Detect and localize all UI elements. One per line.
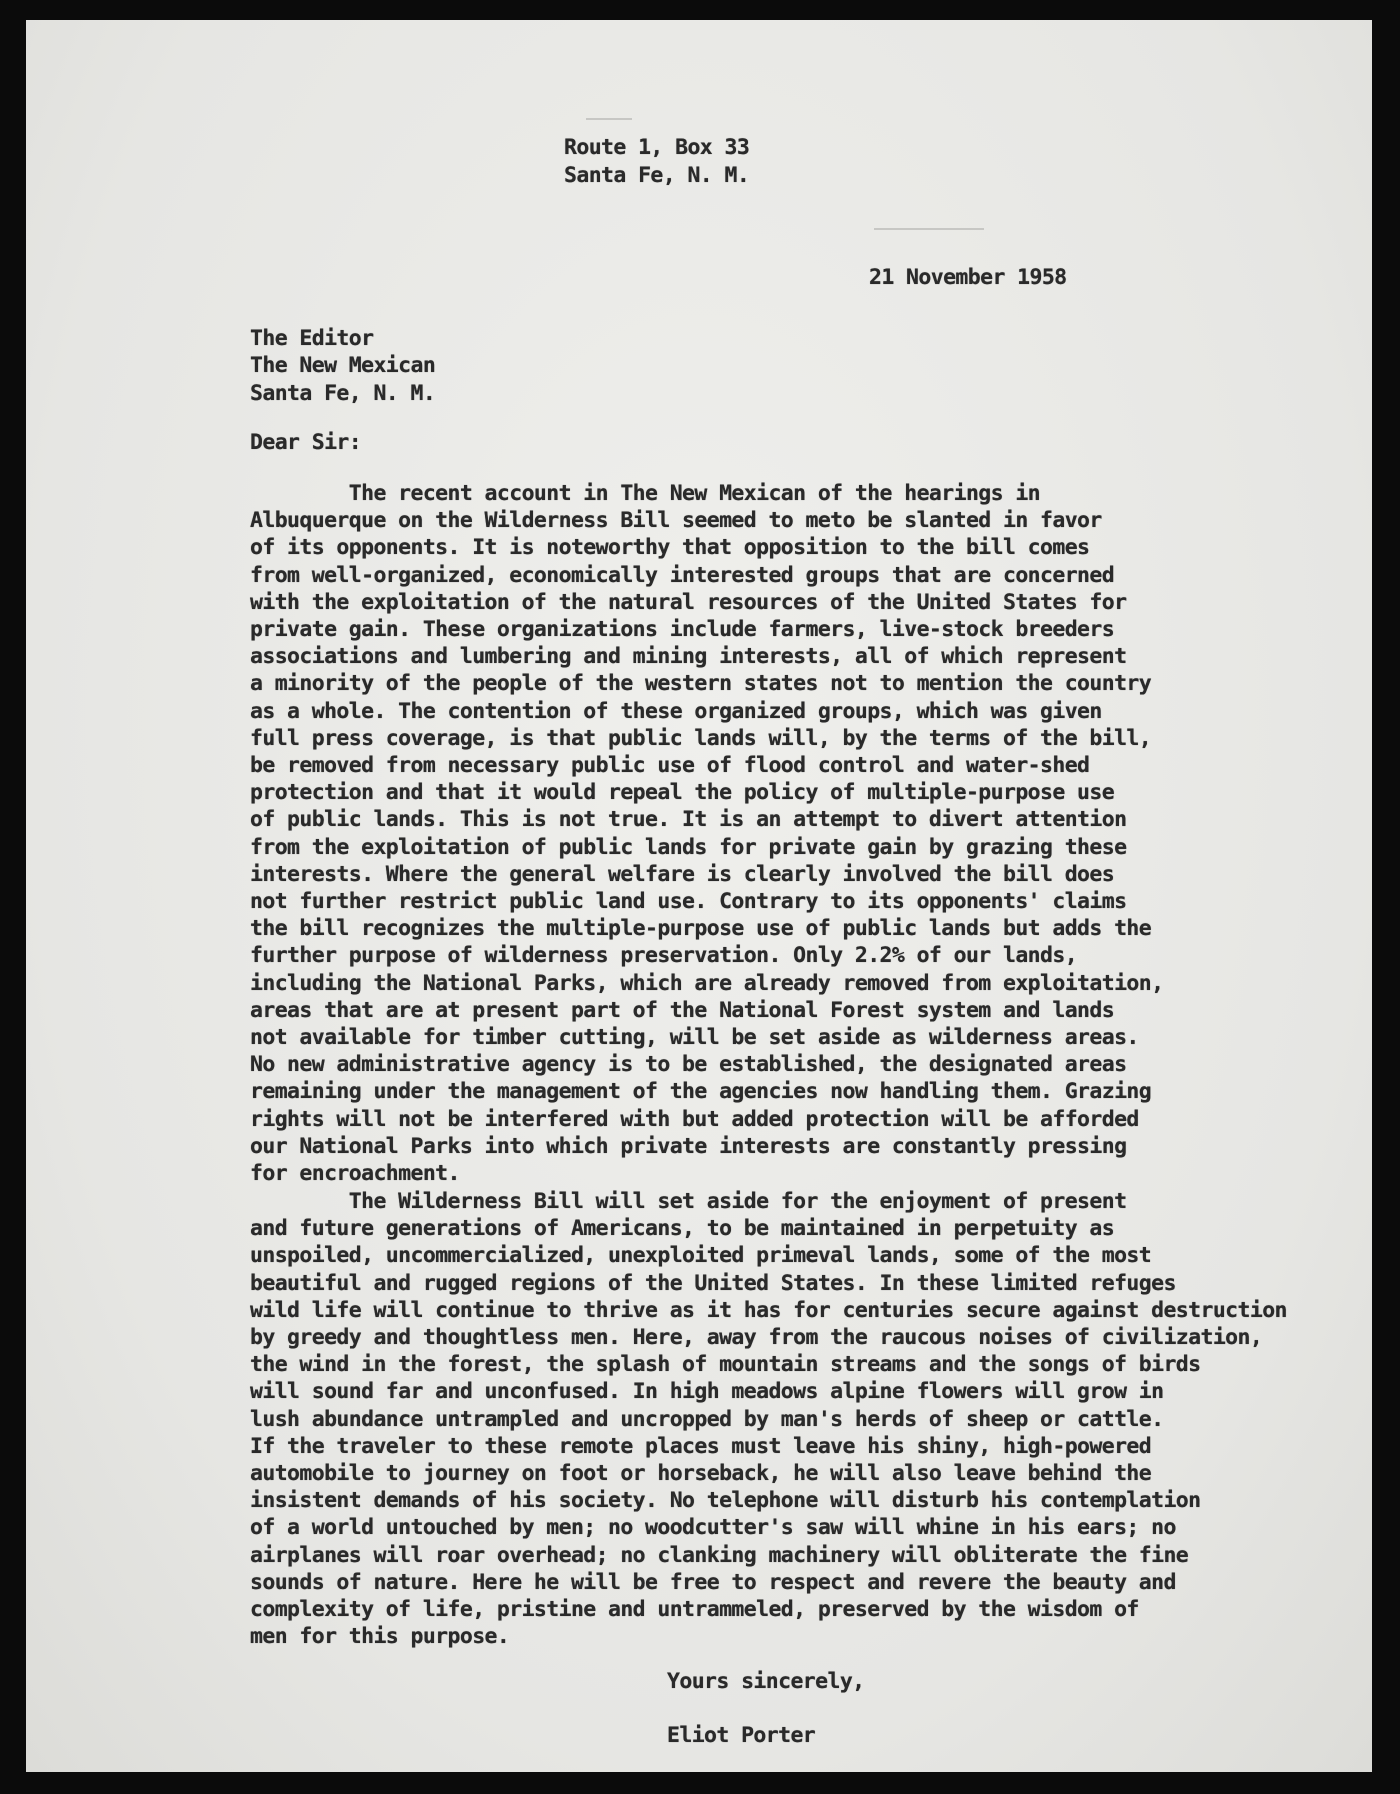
paragraph-line: including the National Parks, which are already removed from exploitation, xyxy=(250,970,1164,996)
paragraph-line: No new administrative agency is to be established, the designated areas xyxy=(250,1052,1127,1078)
paragraph-line: rights will not be interfered with but added protection will be afforded xyxy=(250,1106,1139,1132)
paragraph-line: interests. Where the general welfare is clearly involved the bill does xyxy=(250,861,1115,887)
return-address-line-2: Santa Fe, N. M. xyxy=(564,163,750,188)
paragraph-line: lush abundance untrampled and uncropped by man's herds of sheep or cattle. xyxy=(250,1406,1164,1432)
paragraph-line: a minority of the people of the western states not to mention the country xyxy=(250,671,1152,697)
paragraph-line: wild life will continue to thrive as it has for centuries secure against destruction xyxy=(250,1297,1287,1323)
paragraph-line: our National Parks into which private interests are constantly pressing xyxy=(250,1133,1127,1159)
paragraph-line: automobile to journey on foot or horseback, he will also leave behind the xyxy=(250,1461,1152,1487)
paragraph-line: with the exploitation of the natural resources of the United States for xyxy=(250,589,1127,615)
letter-page xyxy=(26,20,1372,1772)
paragraph-line: The Wilderness Bill will set aside for the enjoyment of present xyxy=(250,1189,1127,1214)
paragraph-line: the wind in the forest, the splash of mountain streams and the songs of birds xyxy=(250,1352,1201,1378)
paragraph-line: Albuquerque on the Wilderness Bill seemed to meto be slanted in favor xyxy=(250,508,1102,534)
paragraph-line: and future generations of Americans, to be maintained in perpetuity as xyxy=(250,1216,1115,1242)
paragraph-line: not available for timber cutting, will be set aside as wilderness areas. xyxy=(250,1025,1139,1051)
paragraph-line: from the exploitation of public lands for private gain by grazing these xyxy=(250,834,1127,860)
paragraph-line: men for this purpose. xyxy=(250,1624,510,1650)
paragraph-line: not further restrict public land use. Contrary to its opponents' claims xyxy=(250,889,1127,915)
paragraph-line: as a whole. The contention of these organized groups, which was given xyxy=(250,698,1102,724)
body-paragraph-1 xyxy=(250,480,1400,1187)
paragraph-line: full press coverage, is that public lands will, by the terms of the bill, xyxy=(250,725,1152,751)
paragraph-line: for encroachment. xyxy=(250,1161,460,1187)
signature-name: Eliot Porter xyxy=(667,1723,816,1748)
paragraph-line: complexity of life, pristine and untrammeled, preserved by the wisdom of xyxy=(250,1597,1139,1623)
paragraph-line: sounds of nature. Here he will be free to respect and revere the beauty and xyxy=(250,1569,1176,1595)
paragraph-line: unspoiled, uncommercialized, unexploited primeval lands, some of the most xyxy=(250,1243,1152,1269)
paragraph-line: areas that are at present part of the National Forest system and lands xyxy=(250,997,1115,1023)
paragraph-line: remaining under the management of the agencies now handling them. Grazing xyxy=(250,1079,1152,1105)
recipient-line-2: The New Mexican xyxy=(250,353,436,378)
paragraph-line: protection and that it would repeal the policy of multiple-purpose use xyxy=(250,780,1115,806)
paragraph-line: from well-organized, economically interested groups that are concerned xyxy=(250,562,1115,588)
salutation: Dear Sir: xyxy=(250,430,362,455)
paragraph-line: The recent account in The New Mexican of the hearings in xyxy=(250,481,1041,506)
paragraph-line: If the traveler to these remote places must leave his shiny, high-powered xyxy=(250,1433,1152,1459)
paragraph-line: associations and lumbering and mining interests, all of which represent xyxy=(250,644,1127,670)
paragraph-line: airplanes will roar overhead; no clanking machinery will obliterate the fine xyxy=(250,1542,1189,1568)
paragraph-line: of public lands. This is not true. It is an attempt to divert attention xyxy=(250,807,1127,833)
faint-mark xyxy=(874,228,984,230)
body-paragraph-2 xyxy=(250,1188,1400,1650)
paragraph-line: be removed from necessary public use of flood control and water-shed xyxy=(250,753,1090,779)
paragraph-line: further purpose of wilderness preservation. Only 2.2% of our lands, xyxy=(250,943,1078,969)
letter-date: 21 November 1958 xyxy=(869,265,1067,290)
faint-mark xyxy=(586,118,632,120)
paragraph-line: of its opponents. It is noteworthy that opposition to the bill comes xyxy=(250,535,1090,561)
paragraph-line: private gain. These organizations include farmers, live-stock breeders xyxy=(250,617,1115,643)
paragraph-line: insistent demands of his society. No telephone will disturb his contemplation xyxy=(250,1488,1201,1514)
paragraph-line: the bill recognizes the multiple-purpose use of public lands but adds the xyxy=(250,916,1152,942)
recipient-line-1: The Editor xyxy=(250,326,374,351)
paragraph-line: will sound far and unconfused. In high meadows alpine flowers will grow in xyxy=(250,1379,1164,1405)
paragraph-line: by greedy and thoughtless men. Here, away from the raucous noises of civilization, xyxy=(250,1325,1263,1351)
paragraph-line: of a world untouched by men; no woodcutter's saw will whine in his ears; no xyxy=(250,1515,1176,1541)
recipient-line-3: Santa Fe, N. M. xyxy=(250,381,436,406)
paragraph-line: beautiful and rugged regions of the United States. In these limited refuges xyxy=(250,1270,1176,1296)
closing: Yours sincerely, xyxy=(667,1669,865,1694)
return-address-line-1: Route 1, Box 33 xyxy=(564,135,750,160)
